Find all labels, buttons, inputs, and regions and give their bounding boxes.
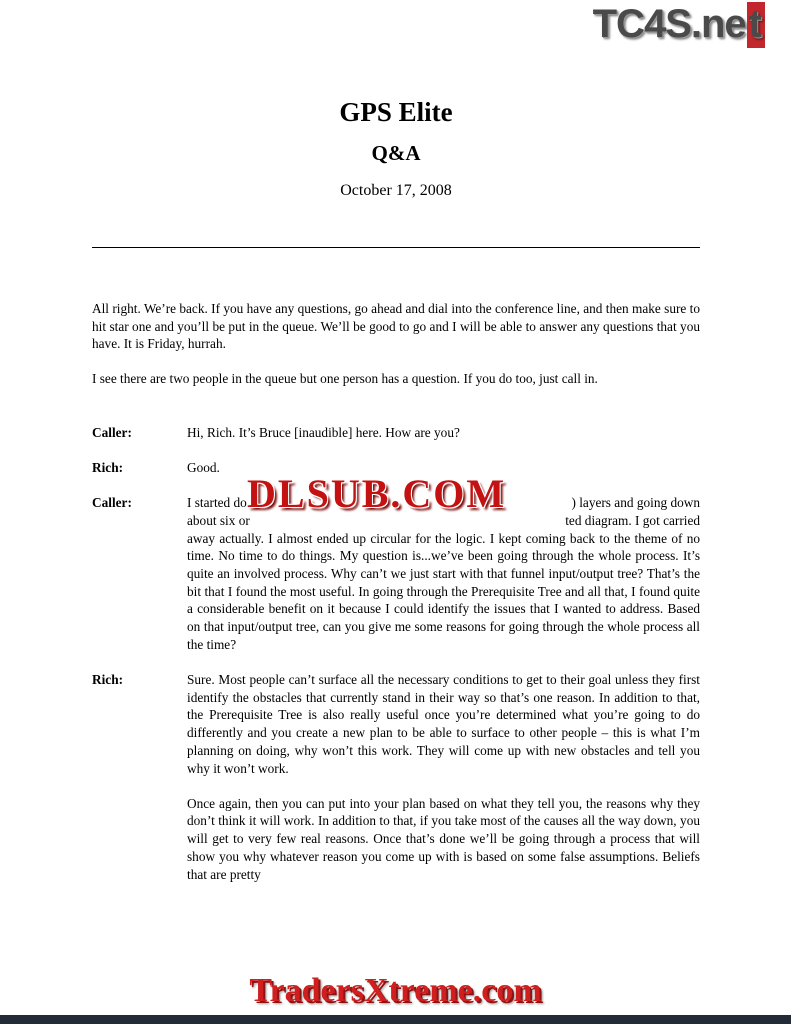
tc4s-logo-accent: t: [747, 2, 765, 48]
dialogue-section: [92, 424, 700, 883]
speech-text: Hi, Rich. It’s Bruce [inaudible] here. How are you?: [187, 424, 460, 440]
speaker-label: Rich:: [92, 672, 124, 688]
speaker-label: Caller:: [92, 495, 132, 511]
obscured-line-1: [187, 494, 700, 512]
dialogue-row: [92, 471, 700, 653]
obscured-line-2-left: about six or: [187, 512, 250, 528]
speaker-label: Caller:: [92, 424, 132, 440]
tc4s-logo: [593, 2, 765, 47]
obscured-line-1-left: I started do: [187, 495, 247, 511]
speech-text: Sure. Most people can’t surface all the necessary conditions to get to their goal unless they first identify the obstacles that currently stand in their way so that’s one reason. In addition to that, the Prerequisite Tree is also really useful once you’re determined what you’re going to do differently and you create a new plan to be able to surface to other people – this is what I’m planning on doing, why won’t this work. They will come up with new obstacles and tell you why it won’t work.: [187, 672, 700, 776]
document-date: October 17, 2008: [340, 182, 452, 199]
speaker-label: Rich:: [92, 460, 124, 476]
intro-paragraph-2: I see there are two people in the queue but one person has a question. If you do too, just call in.: [92, 371, 598, 387]
speech-text: [187, 471, 700, 653]
obscured-line-2-right: ted diagram. I got carried: [565, 512, 700, 528]
obscured-line-1-right: ) layers and going down: [571, 495, 700, 511]
page-title: GPS Elite: [339, 97, 453, 127]
dialogue-row: [92, 671, 700, 777]
speech-text: Good.: [187, 460, 220, 476]
tc4s-logo-text: TC4S.ne: [592, 2, 746, 46]
speaker-label-empty: [92, 795, 187, 884]
dialogue-row: [92, 424, 700, 442]
speech-text-continued: away actually. I almost ended up circular for the logic. I kept coming back to the theme of no time. No time to do things. My question is...we’ve been going through the whole process. It’s quite an involved process. Why can’t we just start with that funnel input/output tree? That’s the bit that I found the most useful. In going through the Prerequisite Tree and all that, I found quite a considerable benefit on it because I could identify the issues that I wanted to address. Based on that input/output tree, can you give me some reasons for going through the whole process all the time?: [187, 530, 700, 652]
tradersxtreme-logo: TradersXtreme.com: [249, 972, 542, 1009]
horizontal-divider: [92, 247, 700, 248]
bottom-bar: [0, 1015, 791, 1024]
dialogue-row: [92, 459, 700, 477]
speech-text: Once again, then you can put into your plan based on what they tell you, the reasons why they don’t think it will work. In addition to that, if you take most of the causes all the way down, you will get to very few real reasons. Once that’s done we’ll be going through a process that will show you why whatever reason you come up with is based on some false assumptions. Beliefs that are pretty: [187, 795, 700, 882]
dialogue-row: [92, 795, 700, 884]
intro-paragraph-1: All right. We’re back. If you have any questions, go ahead and dial into the conference line, and then make sure to hit star one and you’ll be put in the queue. We’ll be good to go and I will be able to answer any questions that you have. It is Friday, hurrah.: [92, 301, 700, 352]
page-subtitle: Q&A: [371, 141, 421, 165]
obscured-line-2: [187, 512, 700, 530]
dlsub-watermark: DLSUB.COM: [247, 471, 507, 517]
